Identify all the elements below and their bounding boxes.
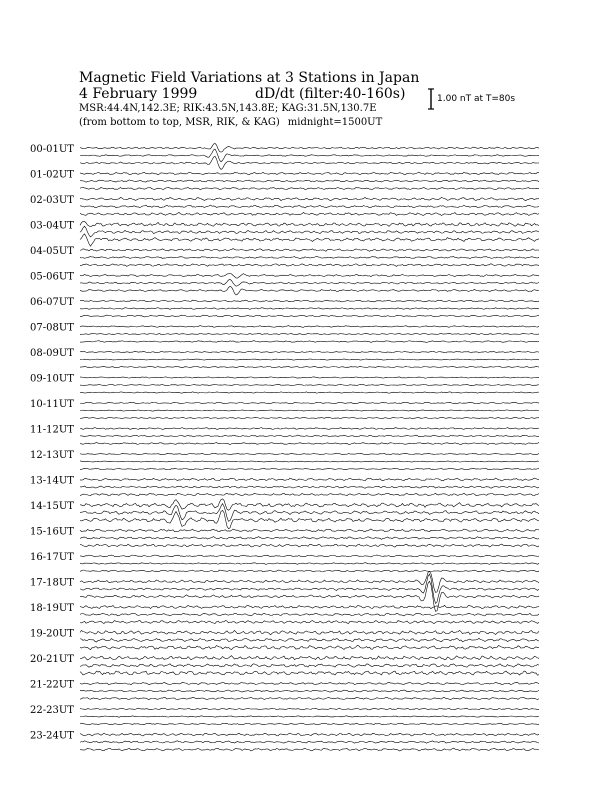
trace-02-03UT-KAG bbox=[80, 197, 539, 200]
hour-label-17-18UT: 17-18UT bbox=[30, 577, 74, 589]
hour-label-21-22UT: 21-22UT bbox=[30, 679, 74, 691]
trace-18-19UT-MSR bbox=[80, 620, 539, 623]
hour-label-07-08UT: 07-08UT bbox=[30, 322, 74, 334]
trace-18-19UT-RIK bbox=[80, 613, 539, 616]
trace-11-12UT-KAG bbox=[80, 428, 539, 430]
trace-22-23UT-MSR bbox=[80, 723, 539, 725]
trace-05-06UT-RIK bbox=[80, 279, 539, 286]
trace-03-04UT-KAG bbox=[80, 221, 539, 226]
trace-10-11UT-KAG bbox=[80, 402, 539, 403]
hour-label-11-12UT: 11-12UT bbox=[30, 424, 74, 436]
hour-label-13-14UT: 13-14UT bbox=[30, 475, 74, 487]
trace-15-16UT-MSR bbox=[80, 544, 539, 547]
trace-21-22UT-KAG bbox=[80, 682, 539, 685]
hour-label-14-15UT: 14-15UT bbox=[30, 501, 74, 512]
trace-20-21UT-RIK bbox=[80, 664, 539, 668]
trace-01-02UT-KAG bbox=[80, 172, 539, 175]
trace-16-17UT-MSR bbox=[80, 570, 539, 572]
trace-18-19UT-KAG bbox=[80, 605, 539, 608]
trace-03-04UT-RIK bbox=[80, 226, 539, 237]
trace-22-23UT-RIK bbox=[80, 716, 539, 717]
trace-12-13UT-RIK bbox=[80, 461, 539, 462]
trace-01-02UT-RIK bbox=[80, 180, 539, 182]
hour-label-03-04UT: 03-04UT bbox=[30, 220, 74, 232]
chart-date: 4 February 1999 bbox=[79, 86, 198, 102]
hour-label-08-09UT: 08-09UT bbox=[30, 348, 74, 359]
hour-label-20-21UT: 20-21UT bbox=[30, 654, 74, 665]
trace-13-14UT-RIK bbox=[80, 486, 539, 488]
hour-label-04-05UT: 04-05UT bbox=[30, 246, 74, 257]
trace-16-17UT-RIK bbox=[80, 563, 539, 565]
trace-23-24UT-MSR bbox=[80, 748, 539, 751]
trace-11-12UT-MSR bbox=[80, 442, 539, 444]
trace-13-14UT-MSR bbox=[80, 493, 539, 496]
trace-21-22UT-MSR bbox=[80, 697, 539, 699]
hour-label-09-10UT: 09-10UT bbox=[30, 373, 74, 385]
trace-07-08UT-MSR bbox=[80, 341, 539, 343]
station-order-note: (from bottom to top, MSR, RIK, & KAG) bbox=[79, 117, 280, 128]
hour-label-18-19UT: 18-19UT bbox=[30, 603, 74, 614]
trace-10-11UT-MSR bbox=[80, 417, 539, 418]
hour-label-05-06UT: 05-06UT bbox=[30, 271, 74, 283]
trace-22-23UT-KAG bbox=[80, 708, 539, 710]
trace-04-05UT-MSR bbox=[80, 264, 539, 267]
hour-label-06-07UT: 06-07UT bbox=[30, 297, 74, 308]
trace-09-10UT-KAG bbox=[80, 377, 539, 378]
station-coordinates: MSR:44.4N,142.3E; RIK:43.5N,143.8E; KAG:31.5N,130.7E bbox=[79, 103, 377, 114]
trace-19-20UT-RIK bbox=[80, 638, 539, 642]
hour-label-16-17UT: 16-17UT bbox=[30, 552, 74, 563]
trace-12-13UT-KAG bbox=[80, 453, 539, 454]
trace-16-17UT-KAG bbox=[80, 555, 539, 557]
trace-01-02UT-MSR bbox=[80, 187, 539, 190]
hour-label-02-03UT: 02-03UT bbox=[30, 195, 74, 206]
trace-group bbox=[80, 143, 539, 751]
hour-label-10-11UT: 10-11UT bbox=[30, 399, 74, 410]
hour-label-12-13UT: 12-13UT bbox=[30, 450, 74, 461]
trace-08-09UT-MSR bbox=[80, 366, 539, 367]
trace-13-14UT-KAG bbox=[80, 478, 539, 481]
trace-19-20UT-MSR bbox=[80, 645, 539, 649]
trace-02-03UT-MSR bbox=[80, 212, 539, 215]
trace-05-06UT-MSR bbox=[80, 286, 539, 295]
trace-11-12UT-RIK bbox=[80, 435, 539, 437]
trace-15-16UT-KAG bbox=[80, 529, 539, 532]
midnight-note: midnight=1500UT bbox=[287, 117, 383, 128]
trace-08-09UT-KAG bbox=[80, 351, 539, 352]
trace-06-07UT-KAG bbox=[80, 300, 539, 302]
trace-07-08UT-RIK bbox=[80, 333, 539, 334]
trace-09-10UT-MSR bbox=[80, 392, 539, 393]
trace-05-06UT-KAG bbox=[80, 273, 539, 278]
trace-06-07UT-RIK bbox=[80, 308, 539, 310]
trace-14-15UT-KAG bbox=[80, 499, 539, 510]
trace-17-18UT-KAG bbox=[80, 571, 539, 592]
trace-19-20UT-KAG bbox=[80, 630, 539, 634]
hour-label-00-01UT: 00-01UT bbox=[30, 144, 74, 155]
trace-00-01UT-RIK bbox=[80, 149, 539, 162]
trace-07-08UT-KAG bbox=[80, 326, 539, 328]
trace-15-16UT-RIK bbox=[80, 537, 539, 540]
hour-label-15-16UT: 15-16UT bbox=[30, 526, 74, 538]
trace-23-24UT-RIK bbox=[80, 741, 539, 743]
trace-10-11UT-RIK bbox=[80, 410, 539, 411]
trace-09-10UT-RIK bbox=[80, 384, 539, 385]
trace-20-21UT-MSR bbox=[80, 671, 539, 675]
trace-00-01UT-KAG bbox=[80, 143, 539, 152]
chart-title: Magnetic Field Variations at 3 Stations in Japan bbox=[79, 70, 420, 86]
trace-17-18UT-RIK bbox=[80, 574, 539, 603]
scale-bar-label: 1.00 nT at T=80s bbox=[437, 94, 516, 104]
trace-06-07UT-MSR bbox=[80, 315, 539, 317]
trace-02-03UT-RIK bbox=[80, 205, 539, 208]
trace-04-05UT-KAG bbox=[80, 249, 539, 252]
trace-00-01UT-MSR bbox=[80, 156, 539, 169]
trace-03-04UT-MSR bbox=[80, 234, 539, 246]
trace-04-05UT-RIK bbox=[80, 256, 539, 258]
hour-label-23-24UT: 23-24UT bbox=[30, 730, 74, 742]
hour-labels bbox=[30, 144, 74, 742]
trace-08-09UT-RIK bbox=[80, 359, 539, 360]
quantity-filter: dD/dt (filter:40-160s) bbox=[255, 86, 406, 102]
trace-12-13UT-MSR bbox=[80, 468, 539, 469]
hour-label-01-02UT: 01-02UT bbox=[30, 169, 74, 181]
trace-23-24UT-KAG bbox=[80, 733, 539, 736]
trace-21-22UT-RIK bbox=[80, 690, 539, 692]
trace-20-21UT-KAG bbox=[80, 656, 539, 660]
hour-label-22-23UT: 22-23UT bbox=[30, 705, 74, 716]
hour-label-19-20UT: 19-20UT bbox=[30, 628, 74, 640]
